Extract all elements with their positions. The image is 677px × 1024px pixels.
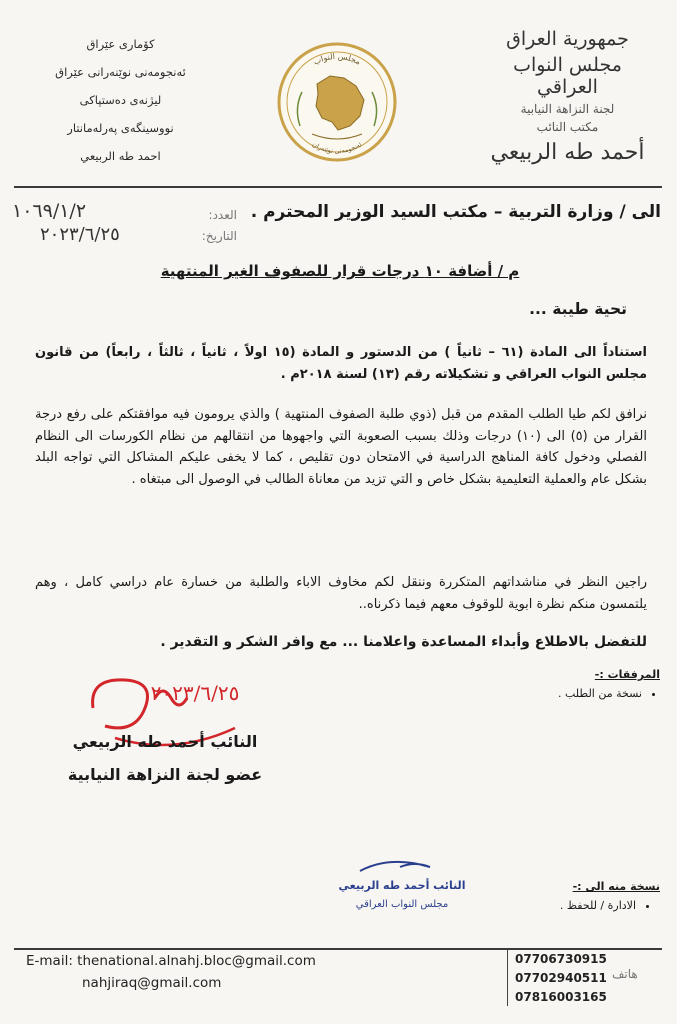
addressee: الى / وزارة التربية – مكتب السيد الوزير المحترم . [250, 202, 661, 222]
copy-to-item: • الادارة / للحفظ . [500, 899, 636, 912]
letterhead-line: نووسینگەی پەرلەمانتار [67, 121, 174, 135]
phone-number[interactable]: 07816003165 [515, 990, 607, 1004]
number-label: العدد: [208, 208, 237, 222]
phone-number[interactable]: 07702940511 [515, 971, 607, 985]
letterhead-line: مجلس النواب العراقي [513, 54, 622, 98]
letterhead-line: ئەنجومەنی نوێنەرانی عێراق [55, 65, 186, 79]
stamp-line: مجلس النواب العراقي [355, 899, 449, 910]
copy-to-title: نسخة منه الى :- [572, 880, 660, 893]
letterhead-line: أحمد طه الربيعي [490, 140, 645, 165]
date-label: التاريخ: [201, 229, 237, 243]
paragraph-request: نرافق لكم طيا الطلب المقدم من قبل (ذوي طلبة الصفوف المنتهية ) والذي يرومون فيه موافقتكم على رفع درجة القرار من (٥) الى (١٠) درجات وذلك بسبب الصعوبة التي واجهوها من انتقالهم من نظام الكورسات الى النظام الفصلي ودخول كافة المناهج الدراسية في الامتحان دون تقليص ، كما لا يخفى عليكم المشاكل التي تواجه البلد بشكل عام والعملية التعليمية بشكل خاص و التي تزيد من معاناة الطالب في الوصول الى مبتغاه . [35, 407, 647, 487]
attachments-title: المرفقات :- [594, 668, 660, 681]
signer-block [60, 732, 270, 784]
signer-name: النائب أحمد طه الربيعي [72, 732, 258, 751]
phone-number[interactable]: 07706730915 [515, 952, 607, 966]
copy-to [500, 880, 660, 912]
paragraph-legal-basis: استناداً الى المادة (٦١ – ثانياً ) من الدستور و المادة (١٥ اولاً ، ثانياً ، ثالثاً ، رابعاً) من قانون مجلس النواب العراقي و تشكيلاته رقم (١٣) لسنة ٢٠١٨م . [35, 345, 647, 382]
signer-title: عضو لجنة النزاهة النيابية [67, 765, 263, 784]
footer-phones [515, 950, 605, 1007]
paragraph-appeal: راجين النظر في مناشداتهم المتكررة وننقل لكم مخاوف الاباء والطلبة من خسارة عام دراسي كامل ، وهم يلتمسون منكم نظرة ابوية للوقوف معهم فيما ذكرناه.. [35, 575, 647, 612]
signature-date: ٢٠٢٣/٦/٢٥ [150, 681, 240, 705]
reference-block [12, 200, 237, 246]
phone-label: هاتف [612, 967, 638, 981]
number-value: ١٠٦٩/١/٢ [12, 200, 87, 222]
phones-divider [507, 950, 508, 1006]
stamp-line: النائب أحمد طه الربيعي [338, 879, 466, 892]
email-primary[interactable]: E-mail: thenational.alnahj.bloc@gmail.com [26, 953, 316, 969]
attachments [470, 668, 660, 703]
letterhead-line: لجنة النزاهة النيابية [520, 102, 615, 116]
email-secondary[interactable]: nahjiraq@gmail.com [82, 975, 222, 991]
letterhead-line: لیژنەی دەستپاکی [79, 93, 162, 107]
emblem-bottom-text: ئەنجومەنی نوێنەران [310, 140, 364, 156]
official-stamp [320, 853, 485, 915]
footer-emails [26, 950, 486, 994]
attachment-item: • نسخة من الطلب . [470, 685, 642, 703]
letterhead-line: کۆماری عێراق [86, 37, 155, 51]
letterhead-line: مكتب النائب [536, 120, 599, 134]
letterhead-kurdish [28, 30, 213, 170]
subject: م / أضافة ١٠ درجات قرار للصفوف الغير المنتهية [160, 262, 520, 280]
parliament-emblem [272, 38, 402, 166]
emblem-top-text: مجلس النواب [312, 51, 363, 67]
header-divider [14, 186, 662, 188]
letterhead-line: احمد طه الربيعي [80, 149, 161, 163]
letterhead-line: جمهورية العراق [506, 28, 629, 50]
closing-line: للتفضل بالاطلاع وأبداء المساعدة واعلامنا ... مع وافر الشكر و التقدير . [160, 634, 647, 650]
greeting: تحية طيبة ... [529, 300, 627, 318]
date-value: ٢٠٢٣/٦/٢٥ [40, 224, 120, 245]
letterhead-arabic [480, 22, 655, 171]
